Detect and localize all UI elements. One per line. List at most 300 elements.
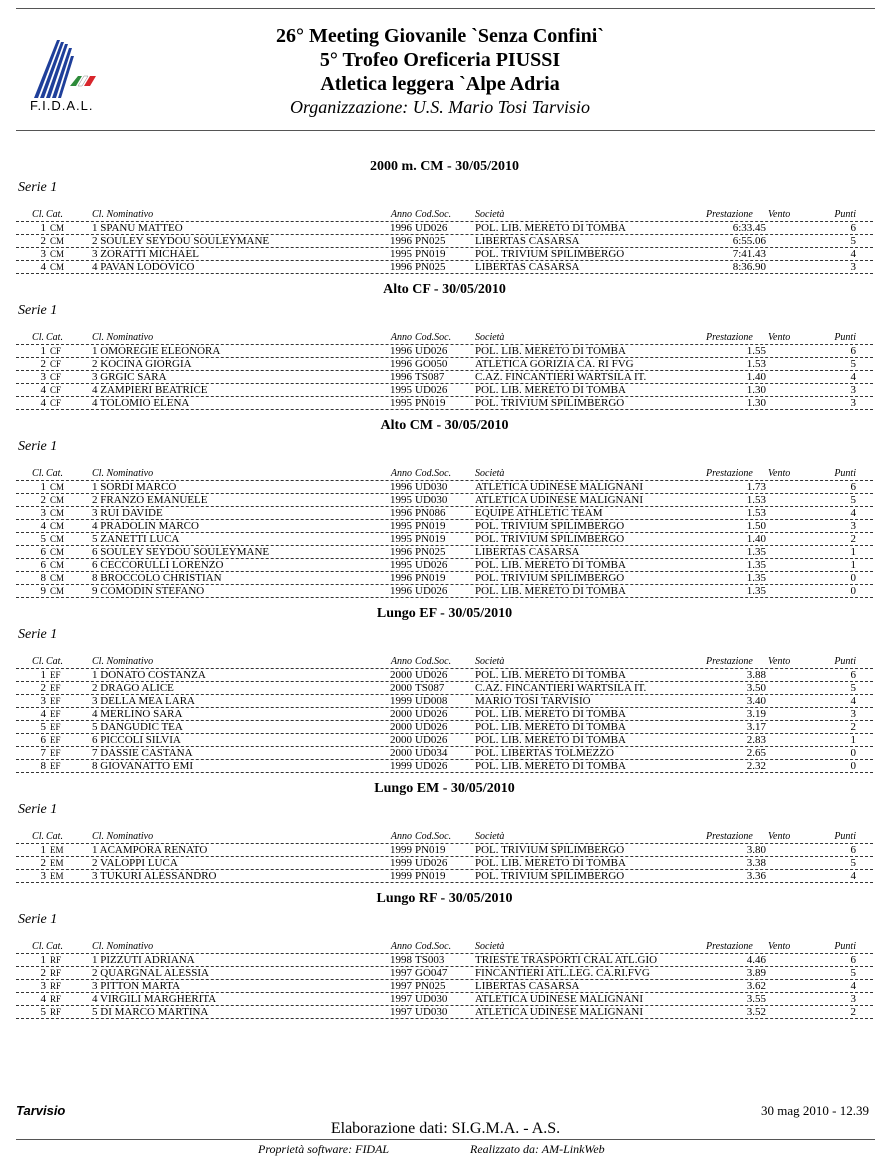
cell-prest: 1.53 [746, 507, 766, 519]
cell-cat: RF [50, 994, 62, 1004]
cell-cod: UD026 [415, 559, 448, 571]
cell-punti: 0 [850, 747, 856, 759]
cell-cl: 1 [40, 481, 46, 493]
cell-cod: TS003 [415, 954, 445, 966]
cell-cat: RF [50, 1007, 62, 1017]
table-row [16, 507, 873, 520]
table-row [16, 248, 873, 261]
cell-punti: 4 [850, 248, 856, 260]
cell-cod: PN019 [415, 870, 446, 882]
table-row [16, 481, 873, 494]
cell-cl: 5 [40, 533, 46, 545]
cell-nom: 3 DELLA MEA LARA [92, 695, 195, 707]
table-row [16, 760, 873, 773]
trophy-title: 5° Trofeo Oreficeria PIUSSI [319, 49, 561, 71]
serie-label: Serie 1 [18, 303, 58, 318]
table-row [16, 695, 873, 708]
cell-punti: 1 [850, 559, 856, 571]
cell-soc: EQUIPE ATHLETIC TEAM [475, 507, 603, 519]
col-codsoc: Cod.Soc. [415, 656, 452, 667]
cell-soc: POL. TRIVIUM SPILIMBERGO [475, 870, 625, 882]
cell-anno: 1996 [390, 371, 412, 383]
cell-nom: 2 SOULEY SEYDOU SOULEYMANE [92, 235, 270, 247]
cell-punti: 3 [850, 261, 856, 273]
cell-prest: 4.46 [746, 954, 766, 966]
cell-anno: 1995 [390, 520, 412, 532]
cell-cat: EF [50, 683, 61, 693]
col-cat: Cat. [46, 332, 63, 343]
cell-punti: 3 [850, 708, 856, 720]
event-gap [16, 1019, 873, 1025]
cell-punti: 0 [850, 760, 856, 772]
cell-soc: POL. LIB. MERETO DI TOMBA [475, 559, 626, 571]
col-cat: Cat. [46, 831, 63, 842]
table-row [16, 546, 873, 559]
table-row [16, 870, 873, 883]
cell-soc: FINCANTIERI ATL.LEG. CA.RI.FVG [475, 967, 650, 979]
cell-cod: PN025 [415, 980, 446, 992]
cell-anno: 1996 [390, 222, 412, 234]
cell-nom: 1 ACAMPORA RENATO [92, 844, 208, 856]
cell-nom: 3 RUI DAVIDE [92, 507, 163, 519]
cell-cod: UD034 [415, 747, 448, 759]
cell-cod: UD026 [415, 708, 448, 720]
column-header-row [16, 209, 873, 222]
table-row [16, 980, 873, 993]
column-header-row [16, 468, 873, 481]
cell-cat: EM [50, 871, 64, 881]
col-societa: Società [475, 656, 505, 667]
col-vento: Vento [768, 656, 791, 667]
cell-nom: 2 QUARGNAL ALESSIA [92, 967, 209, 979]
cell-punti: 3 [850, 520, 856, 532]
cell-soc: POL. LIB. MERETO DI TOMBA [475, 760, 626, 772]
cell-punti: 6 [850, 345, 856, 357]
cell-cl: 1 [40, 954, 46, 966]
col-nominativo: Cl. Nominativo [92, 831, 154, 842]
col-anno: Anno [390, 468, 412, 479]
cell-soc: POL. LIB. MERETO DI TOMBA [475, 857, 626, 869]
cell-cat: CM [50, 521, 65, 531]
cell-anno: 1995 [390, 397, 412, 409]
cell-anno: 2000 [390, 747, 412, 759]
cell-cod: UD026 [415, 345, 448, 357]
event-section [16, 779, 873, 889]
cell-punti: 2 [850, 721, 856, 733]
table-row [16, 494, 873, 507]
cell-anno: 1998 [390, 954, 412, 966]
cell-cl: 2 [40, 967, 46, 979]
cell-cod: TS087 [415, 371, 445, 383]
col-nominativo: Cl. Nominativo [92, 209, 154, 220]
cell-cat: CM [50, 495, 65, 505]
col-cl: Cl. [32, 941, 44, 952]
cell-cl: 6 [40, 559, 46, 571]
event-title: Lungo EF - 30/05/2010 [376, 606, 513, 621]
cell-anno: 1995 [390, 248, 412, 260]
cell-cod: PN025 [415, 235, 446, 247]
cell-cat: EF [50, 709, 61, 719]
table-row [16, 261, 873, 274]
cell-cl: 3 [40, 248, 46, 260]
cell-cl: 2 [40, 494, 46, 506]
cell-anno: 2000 [390, 708, 412, 720]
serie-label: Serie 1 [18, 180, 58, 195]
cell-anno: 1996 [390, 358, 412, 370]
table-row [16, 384, 873, 397]
cell-cl: 1 [40, 222, 46, 234]
cell-nom: 5 DANGUDIC TEA [92, 721, 183, 733]
cell-cat: EF [50, 722, 61, 732]
col-punti: Punti [834, 831, 856, 842]
logo-text: F.I.D.A.L. [30, 98, 94, 113]
cell-prest: 3.62 [746, 980, 766, 992]
cell-punti: 5 [850, 358, 856, 370]
cell-nom: 2 KOCINA GIORGIA [92, 358, 192, 370]
cell-nom: 1 DONATO COSTANZA [92, 669, 206, 681]
cell-cat: CM [50, 223, 65, 233]
cell-cl: 3 [40, 980, 46, 992]
cell-cl: 5 [40, 721, 46, 733]
footer-place: Tarvisio [16, 1103, 66, 1118]
cell-anno: 1996 [390, 546, 412, 558]
cell-nom: 3 TUKURI ALESSANDRO [92, 870, 217, 882]
table-row [16, 345, 873, 358]
cell-cat: CM [50, 249, 65, 259]
cell-cod: PN019 [415, 844, 446, 856]
column-header-row [16, 656, 873, 669]
results-list [16, 157, 873, 1025]
cell-punti: 4 [850, 507, 856, 519]
col-anno: Anno [390, 332, 412, 343]
cell-punti: 5 [850, 967, 856, 979]
cell-cod: UD026 [415, 669, 448, 681]
cell-cat: CM [50, 560, 65, 570]
table-row [16, 222, 873, 235]
cell-cl: 4 [40, 993, 46, 1005]
cell-prest: 3.38 [746, 857, 766, 869]
cell-soc: POL. LIB. MERETO DI TOMBA [475, 721, 626, 733]
cell-nom: 4 PAVAN LODOVICO [92, 261, 195, 273]
header-rule [16, 130, 875, 131]
cell-cod: UD026 [415, 721, 448, 733]
cell-cat: CM [50, 547, 65, 557]
col-societa: Società [475, 332, 505, 343]
table-row [16, 397, 873, 410]
cell-soc: POL. LIB. MERETO DI TOMBA [475, 384, 626, 396]
cell-cl: 8 [40, 572, 46, 584]
cell-punti: 6 [850, 844, 856, 856]
cell-cl: 6 [40, 546, 46, 558]
table-row [16, 1006, 873, 1019]
col-nominativo: Cl. Nominativo [92, 332, 154, 343]
cell-punti: 3 [850, 993, 856, 1005]
col-cat: Cat. [46, 209, 63, 220]
cell-cat: CF [50, 346, 62, 356]
cell-prest: 3.80 [746, 844, 766, 856]
table-row [16, 533, 873, 546]
col-societa: Società [475, 941, 505, 952]
cell-cat: RF [50, 955, 62, 965]
col-vento: Vento [768, 831, 791, 842]
top-rule [16, 8, 875, 9]
cell-cat: CF [50, 372, 62, 382]
cell-prest: 6:55.06 [732, 235, 766, 247]
cell-anno: 2000 [390, 669, 412, 681]
col-punti: Punti [834, 332, 856, 343]
table-row [16, 708, 873, 721]
cell-cl: 9 [40, 585, 46, 597]
col-cat: Cat. [46, 468, 63, 479]
cell-prest: 1.53 [746, 494, 766, 506]
cell-prest: 3.50 [746, 682, 766, 694]
col-prestazione: Prestazione [706, 656, 753, 667]
col-cl: Cl. [32, 468, 44, 479]
event-title: Lungo RF - 30/05/2010 [376, 891, 513, 906]
col-punti: Punti [834, 468, 856, 479]
cell-anno: 1995 [390, 533, 412, 545]
cell-cod: UD026 [415, 857, 448, 869]
cell-anno: 2000 [390, 721, 412, 733]
col-cat: Cat. [46, 656, 63, 667]
cell-cl: 3 [40, 870, 46, 882]
cell-nom: 2 DRAGO ALICE [92, 682, 174, 694]
cell-prest: 1.35 [746, 546, 766, 558]
cell-nom: 5 DI MARCO MARTINA [92, 1006, 209, 1018]
cell-prest: 1.40 [746, 371, 766, 383]
table-row [16, 734, 873, 747]
col-punti: Punti [834, 656, 856, 667]
cell-anno: 1999 [390, 695, 412, 707]
cell-nom: 3 PITTON MARTA [92, 980, 181, 992]
cell-nom: 6 CECCORULLI LORENZO [92, 559, 224, 571]
serie-label: Serie 1 [18, 439, 58, 454]
cell-anno: 1996 [390, 585, 412, 597]
col-cl: Cl. [32, 209, 44, 220]
cell-punti: 6 [850, 669, 856, 681]
cell-cat: CM [50, 586, 65, 596]
event-section [16, 604, 873, 779]
cell-prest: 1.30 [746, 384, 766, 396]
table-row [16, 844, 873, 857]
table-row [16, 559, 873, 572]
cell-anno: 1999 [390, 844, 412, 856]
col-codsoc: Cod.Soc. [415, 209, 452, 220]
table-row [16, 747, 873, 760]
cell-cat: EF [50, 748, 61, 758]
cell-prest: 3.55 [746, 993, 766, 1005]
event-section [16, 157, 873, 280]
event-title: 2000 m. CM - 30/05/2010 [370, 159, 519, 174]
cell-nom: 4 ZAMPIERI BEATRICE [92, 384, 208, 396]
cell-cat: CM [50, 262, 65, 272]
cell-prest: 2.83 [746, 734, 766, 746]
cell-anno: 1997 [390, 980, 412, 992]
cell-cod: UD026 [415, 760, 448, 772]
cell-punti: 5 [850, 494, 856, 506]
cell-cl: 7 [40, 747, 46, 759]
cell-cat: RF [50, 981, 62, 991]
cell-punti: 2 [850, 533, 856, 545]
cell-nom: 4 MERLINO SARA [92, 708, 183, 720]
table-row [16, 721, 873, 734]
cell-soc: POL. LIB. MERETO DI TOMBA [475, 734, 626, 746]
cell-nom: 4 VIRGILI MARGHERITA [92, 993, 217, 1005]
cell-prest: 3.19 [746, 708, 766, 720]
cell-nom: 4 PRADOLIN MARCO [92, 520, 199, 532]
cell-soc: POL. LIB. MERETO DI TOMBA [475, 585, 626, 597]
cell-cat: CF [50, 359, 62, 369]
meeting-title: 26° Meeting Giovanile `Senza Confini` [276, 25, 604, 47]
cell-cl: 4 [40, 520, 46, 532]
cell-cod: UD026 [415, 222, 448, 234]
cell-cat: CM [50, 508, 65, 518]
cell-nom: 4 TOLOMIO ELENA [92, 397, 190, 409]
col-prestazione: Prestazione [706, 209, 753, 220]
col-prestazione: Prestazione [706, 831, 753, 842]
event-title: Alto CM - 30/05/2010 [380, 418, 509, 433]
cell-cl: 2 [40, 682, 46, 694]
cell-cod: GO047 [415, 967, 448, 979]
cell-cat: CM [50, 236, 65, 246]
col-vento: Vento [768, 209, 791, 220]
cell-punti: 1 [850, 546, 856, 558]
cell-punti: 4 [850, 980, 856, 992]
cell-punti: 4 [850, 870, 856, 882]
col-anno: Anno [390, 831, 412, 842]
cell-cat: CM [50, 573, 65, 583]
event-title: Alto CF - 30/05/2010 [383, 282, 506, 297]
cell-soc: TRIESTE TRASPORTI CRAL ATL.GIO [475, 954, 658, 966]
cell-prest: 2.32 [746, 760, 766, 772]
page-header [0, 24, 891, 124]
cell-anno: 1999 [390, 857, 412, 869]
cell-cod: PN019 [415, 248, 446, 260]
cell-anno: 1997 [390, 967, 412, 979]
cell-cl: 1 [40, 345, 46, 357]
col-anno: Anno [390, 656, 412, 667]
table-row [16, 954, 873, 967]
cell-cl: 1 [40, 669, 46, 681]
cell-cat: CF [50, 385, 62, 395]
cell-prest: 2.65 [746, 747, 766, 759]
col-cat: Cat. [46, 941, 63, 952]
column-header-row [16, 941, 873, 954]
cell-prest: 1.53 [746, 358, 766, 370]
cell-anno: 1997 [390, 993, 412, 1005]
cell-cod: UD026 [415, 734, 448, 746]
cell-anno: 1995 [390, 384, 412, 396]
col-punti: Punti [834, 209, 856, 220]
cell-nom: 8 GIOVANATTO EMI [92, 760, 194, 772]
table-row [16, 993, 873, 1006]
cell-nom: 2 FRANZO EMANUELE [92, 494, 208, 506]
col-prestazione: Prestazione [706, 332, 753, 343]
cell-anno: 1996 [390, 261, 412, 273]
cell-prest: 3.52 [746, 1006, 766, 1018]
cell-punti: 1 [850, 734, 856, 746]
cell-punti: 3 [850, 397, 856, 409]
cell-punti: 4 [850, 371, 856, 383]
cell-cod: UD008 [415, 695, 448, 707]
col-codsoc: Cod.Soc. [415, 332, 452, 343]
cell-cod: UD026 [415, 384, 448, 396]
col-prestazione: Prestazione [706, 468, 753, 479]
cell-soc: LIBERTAS CASARSA [475, 980, 580, 992]
cell-punti: 6 [850, 222, 856, 234]
cell-cl: 8 [40, 760, 46, 772]
cell-cl: 3 [40, 695, 46, 707]
cell-prest: 1.50 [746, 520, 766, 532]
cell-soc: ATLETICA UDINESE MALIGNANI [475, 494, 644, 506]
col-punti: Punti [834, 941, 856, 952]
cell-prest: 3.89 [746, 967, 766, 979]
table-row [16, 572, 873, 585]
cell-anno: 1996 [390, 345, 412, 357]
cell-soc: POL. LIB. MERETO DI TOMBA [475, 669, 626, 681]
cell-cat: EF [50, 761, 61, 771]
col-societa: Società [475, 468, 505, 479]
title-block [200, 24, 680, 118]
cell-cod: PN025 [415, 261, 446, 273]
cell-prest: 6:33.45 [732, 222, 766, 234]
col-societa: Società [475, 831, 505, 842]
footer-realizzato: Realizzato da: AM-LinkWeb [470, 1142, 605, 1156]
cell-punti: 6 [850, 954, 856, 966]
cell-cl: 3 [40, 507, 46, 519]
cell-soc: LIBERTAS CASARSA [475, 546, 580, 558]
col-anno: Anno [390, 209, 412, 220]
cell-cl: 3 [40, 371, 46, 383]
cell-cod: UD030 [415, 481, 448, 493]
cell-prest: 1.35 [746, 559, 766, 571]
cell-soc: POL. TRIVIUM SPILIMBERGO [475, 572, 625, 584]
col-vento: Vento [768, 332, 791, 343]
cell-anno: 1999 [390, 870, 412, 882]
cell-cat: CM [50, 534, 65, 544]
cell-prest: 3.88 [746, 669, 766, 681]
cell-punti: 5 [850, 235, 856, 247]
cell-cl: 4 [40, 397, 46, 409]
cell-cod: GO050 [415, 358, 448, 370]
table-row [16, 857, 873, 870]
cell-nom: 3 GRGIC SARA [92, 371, 167, 383]
footer-rule [16, 1139, 875, 1140]
cell-anno: 1996 [390, 235, 412, 247]
footer-datetime: 30 mag 2010 - 12.39 [761, 1103, 869, 1118]
cell-nom: 7 DASSIE CASTANA [92, 747, 193, 759]
cell-soc: POL. LIBERTAS TOLMEZZO [475, 747, 614, 759]
cell-cat: EM [50, 858, 64, 868]
cell-cod: PN019 [415, 533, 446, 545]
cell-nom: 6 PICCOLI SILVIA [92, 734, 181, 746]
cell-soc: POL. LIB. MERETO DI TOMBA [475, 222, 626, 234]
cell-nom: 1 SORDI MARCO [92, 481, 177, 493]
cell-cod: UD026 [415, 585, 448, 597]
table-row [16, 682, 873, 695]
cell-anno: 1997 [390, 1006, 412, 1018]
table-row [16, 967, 873, 980]
fidal-logo-icon [30, 34, 110, 100]
cell-soc: ATLETICA UDINESE MALIGNANI [475, 481, 644, 493]
cell-prest: 3.36 [746, 870, 766, 882]
cell-anno: 1996 [390, 481, 412, 493]
cell-prest: 3.17 [746, 721, 766, 733]
cell-cl: 4 [40, 261, 46, 273]
col-societa: Società [475, 209, 505, 220]
cell-prest: 1.55 [746, 345, 766, 357]
cell-prest: 1.35 [746, 572, 766, 584]
